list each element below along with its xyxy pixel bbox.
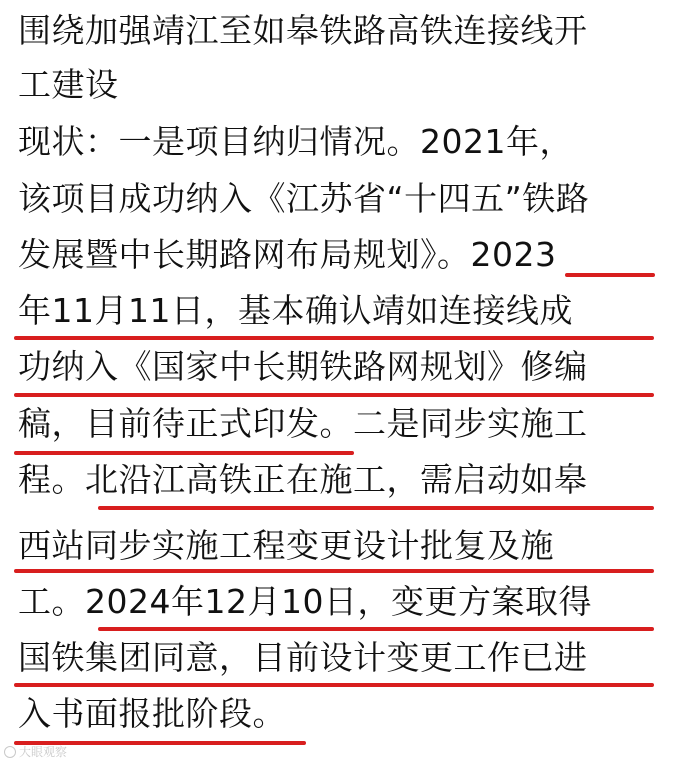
watermark-text: 大眼观察	[19, 745, 68, 759]
red-underline	[14, 393, 654, 397]
text-line: 国铁集团同意，目前设计变更工作已进	[18, 638, 588, 677]
text-line: 围绕加强靖江至如皋铁路高铁连接线开	[18, 11, 588, 50]
red-underline	[565, 273, 655, 277]
text-line: 该项目成功纳入《江苏省“十四五”铁路	[18, 179, 590, 218]
text-line: 功纳入《国家中长期铁路网规划》修编	[18, 347, 588, 386]
red-underline	[14, 569, 654, 573]
text-line: 年11月11日，基本确认靖如连接线成	[18, 291, 573, 330]
watermark	[4, 743, 67, 760]
text-line: 发展暨中长期路网布局规划》。2023	[18, 235, 557, 274]
logo-icon	[4, 746, 16, 758]
red-underline	[98, 506, 654, 510]
text-line: 西站同步实施工程变更设计批复及施	[18, 526, 554, 565]
text-line: 稿，目前待正式印发。二是同步实施工	[18, 404, 588, 443]
red-underline	[14, 451, 354, 455]
red-underline	[14, 683, 654, 687]
text-line: 现状：一是项目纳归情况。2021年，	[18, 122, 573, 161]
text-line: 入书面报批阶段。	[18, 694, 286, 733]
text-line: 工建设	[18, 65, 119, 104]
red-underline	[98, 627, 654, 631]
text-line: 程。北沿江高铁正在施工，需启动如皋	[18, 460, 588, 499]
text-line: 工。2024年12月10日，变更方案取得	[18, 582, 592, 621]
red-underline	[14, 336, 654, 340]
